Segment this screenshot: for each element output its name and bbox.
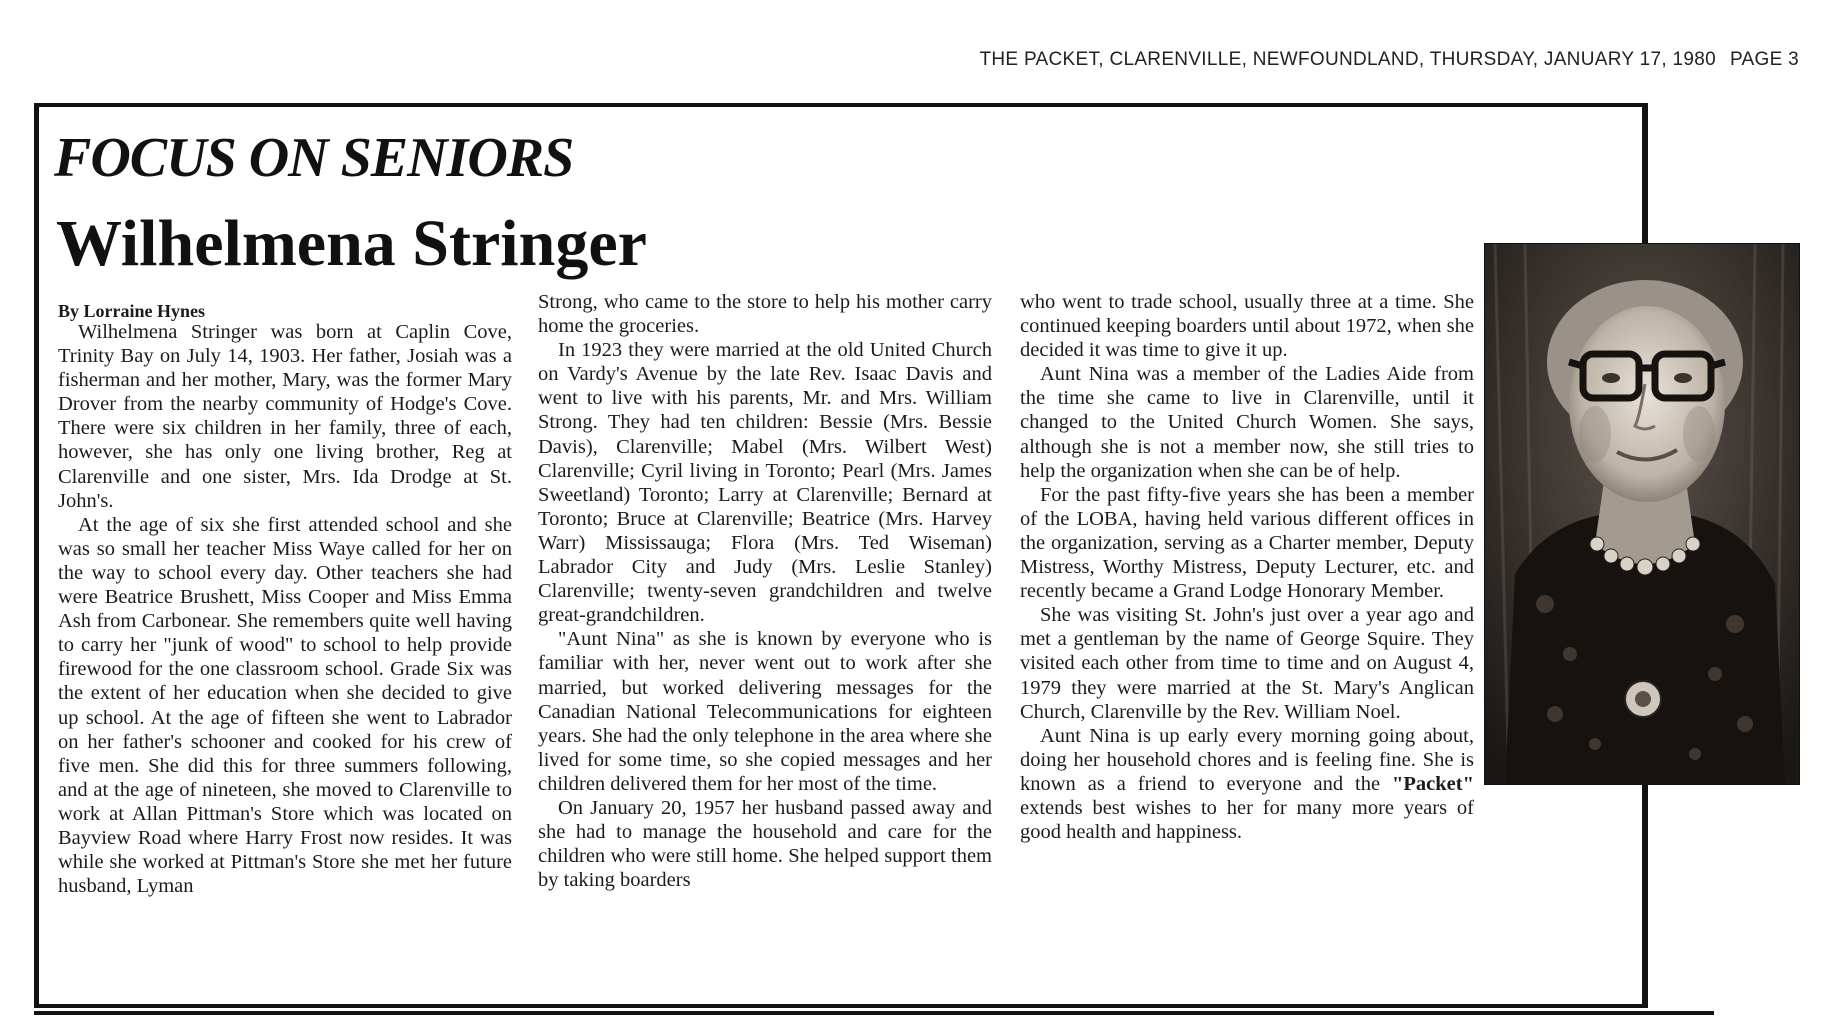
portrait-photo: [1484, 243, 1800, 785]
paragraph: Wilhelmena Stringer was born at Caplin Cove, Trinity Bay on July 14, 1903. Her father, Josiah was a fisherman and her mother, Mary, was the former Mary Drover from the nearby community of Hodge's Cove. There were six children in her family, three of each, however, she has only one living brother, Reg at Clarenville and one sister, Mrs. Ida Drodge at St. John's.: [58, 321, 512, 512]
article-column-1: [58, 288, 512, 898]
section-kicker: FOCUS ON SENIORS: [54, 127, 574, 189]
closing-paragraph: [1020, 724, 1474, 844]
paragraph: Aunt Nina was a member of the Ladies Aide from the time she came to live in Clarenville, until it changed to the United Church Women. She says, although she is not a member now, she still tries to help the organization when she can be of help.: [1020, 363, 1474, 482]
paragraph: On January 20, 1957 her husband passed away and she had to manage the household and care for the children who were still home. She helped support them by taking boarders: [538, 796, 992, 892]
paragraph: "Aunt Nina" as she is known by everyone who is familiar with her, never went out to work after she married, but worked delivering messages for the Canadian National Telecommunications for eighteen years. She had the only telephone in the area where she lived for some time, so she copied messages and her children delivered them for her most of the time.: [538, 628, 992, 795]
bottom-rule: [34, 1011, 1714, 1015]
paragraph: In 1923 they were married at the old United Church on Vardy's Avenue by the late Rev. Isaac Davis and went to live with his parents, Mr. and Mrs. William Strong. They had ten children: Bessie (Mrs. Bessie Davis), Clarenville; Mabel (Mrs. Wilbert West) Clarenville; Cyril living in Toronto; Pearl (Mrs. James Sweetland) Toronto; Larry at Clarenville; Bernard at Toronto; Bruce at Clarenville; Beatrice (Mrs. Harvey Warr) Mississauga; Flora (Mrs. Ted Wiseman) Labrador City and Judy (Mrs. Leslie Stanley) Clarenville; twenty-seven grandchildren and twelve great-grandchildren.: [538, 339, 992, 627]
paragraph: At the age of six she first attended school and she was so small her teacher Miss Waye called for her on the way to school every day. Other teachers she had were Beatrice Brushett, Miss Cooper and Miss Emma Ash from Carbonear. She remembers quite well having to carry her "junk of wood" to school to help provide firewood for the one classroom school. Grade Six was the extent of her education when she decided to give up school. At the age of fifteen she went to Labrador on her father's schooner and cooked for his crew of five men. She did this for three summers following, and at the age of nineteen, she moved to Clarenville to work at Allan Pittman's Store which was located on Bayview Road where Harry Frost now resides. It was while she worked at Pittman's Store she met her future husband, Lyman: [58, 513, 512, 898]
paragraph: who went to trade school, usually three at a time. She continued keeping boarders until about 1972, when she decided it was time to give it up.: [1020, 291, 1474, 362]
masthead-line: THE PACKET, CLARENVILLE, NEWFOUNDLAND, THURSDAY, JANUARY 17, 1980: [979, 49, 1716, 70]
portrait-illustration: [1485, 244, 1800, 785]
packet-name: "Packet": [1392, 772, 1474, 795]
paragraph: She was visiting St. John's just over a year ago and met a gentleman by the name of George Squire. They visited each other from time to time and on August 4, 1979 they were married at the St. Mary's Anglican Church, Clarenville by the Rev. William Noel.: [1020, 604, 1474, 723]
paragraph: For the past fifty-five years she has been a member of the LOBA, having held various different offices in the organization, serving as a Charter member, Deputy Mistress, Worthy Mistress, Deputy Lecturer, etc. and recently became a Grand Lodge Honorary Member.: [1020, 483, 1474, 603]
article-column-3: [1020, 290, 1474, 844]
article-column-2: [538, 290, 992, 892]
closing-text-end: extends best wishes to her for many more years of good health and happiness.: [1020, 796, 1474, 844]
byline: By Lorraine Hynes: [58, 301, 205, 321]
closing-text-start: Aunt Nina is up early every morning going about, doing her household chores and is feeling fine. She is known as a friend to everyone and the: [1020, 724, 1474, 795]
running-head: [980, 49, 1800, 71]
paragraph: Strong, who came to the store to help his mother carry home the groceries.: [538, 291, 992, 338]
page-number: PAGE 3: [1729, 49, 1799, 70]
article-headline: Wilhelmena Stringer: [56, 207, 647, 280]
